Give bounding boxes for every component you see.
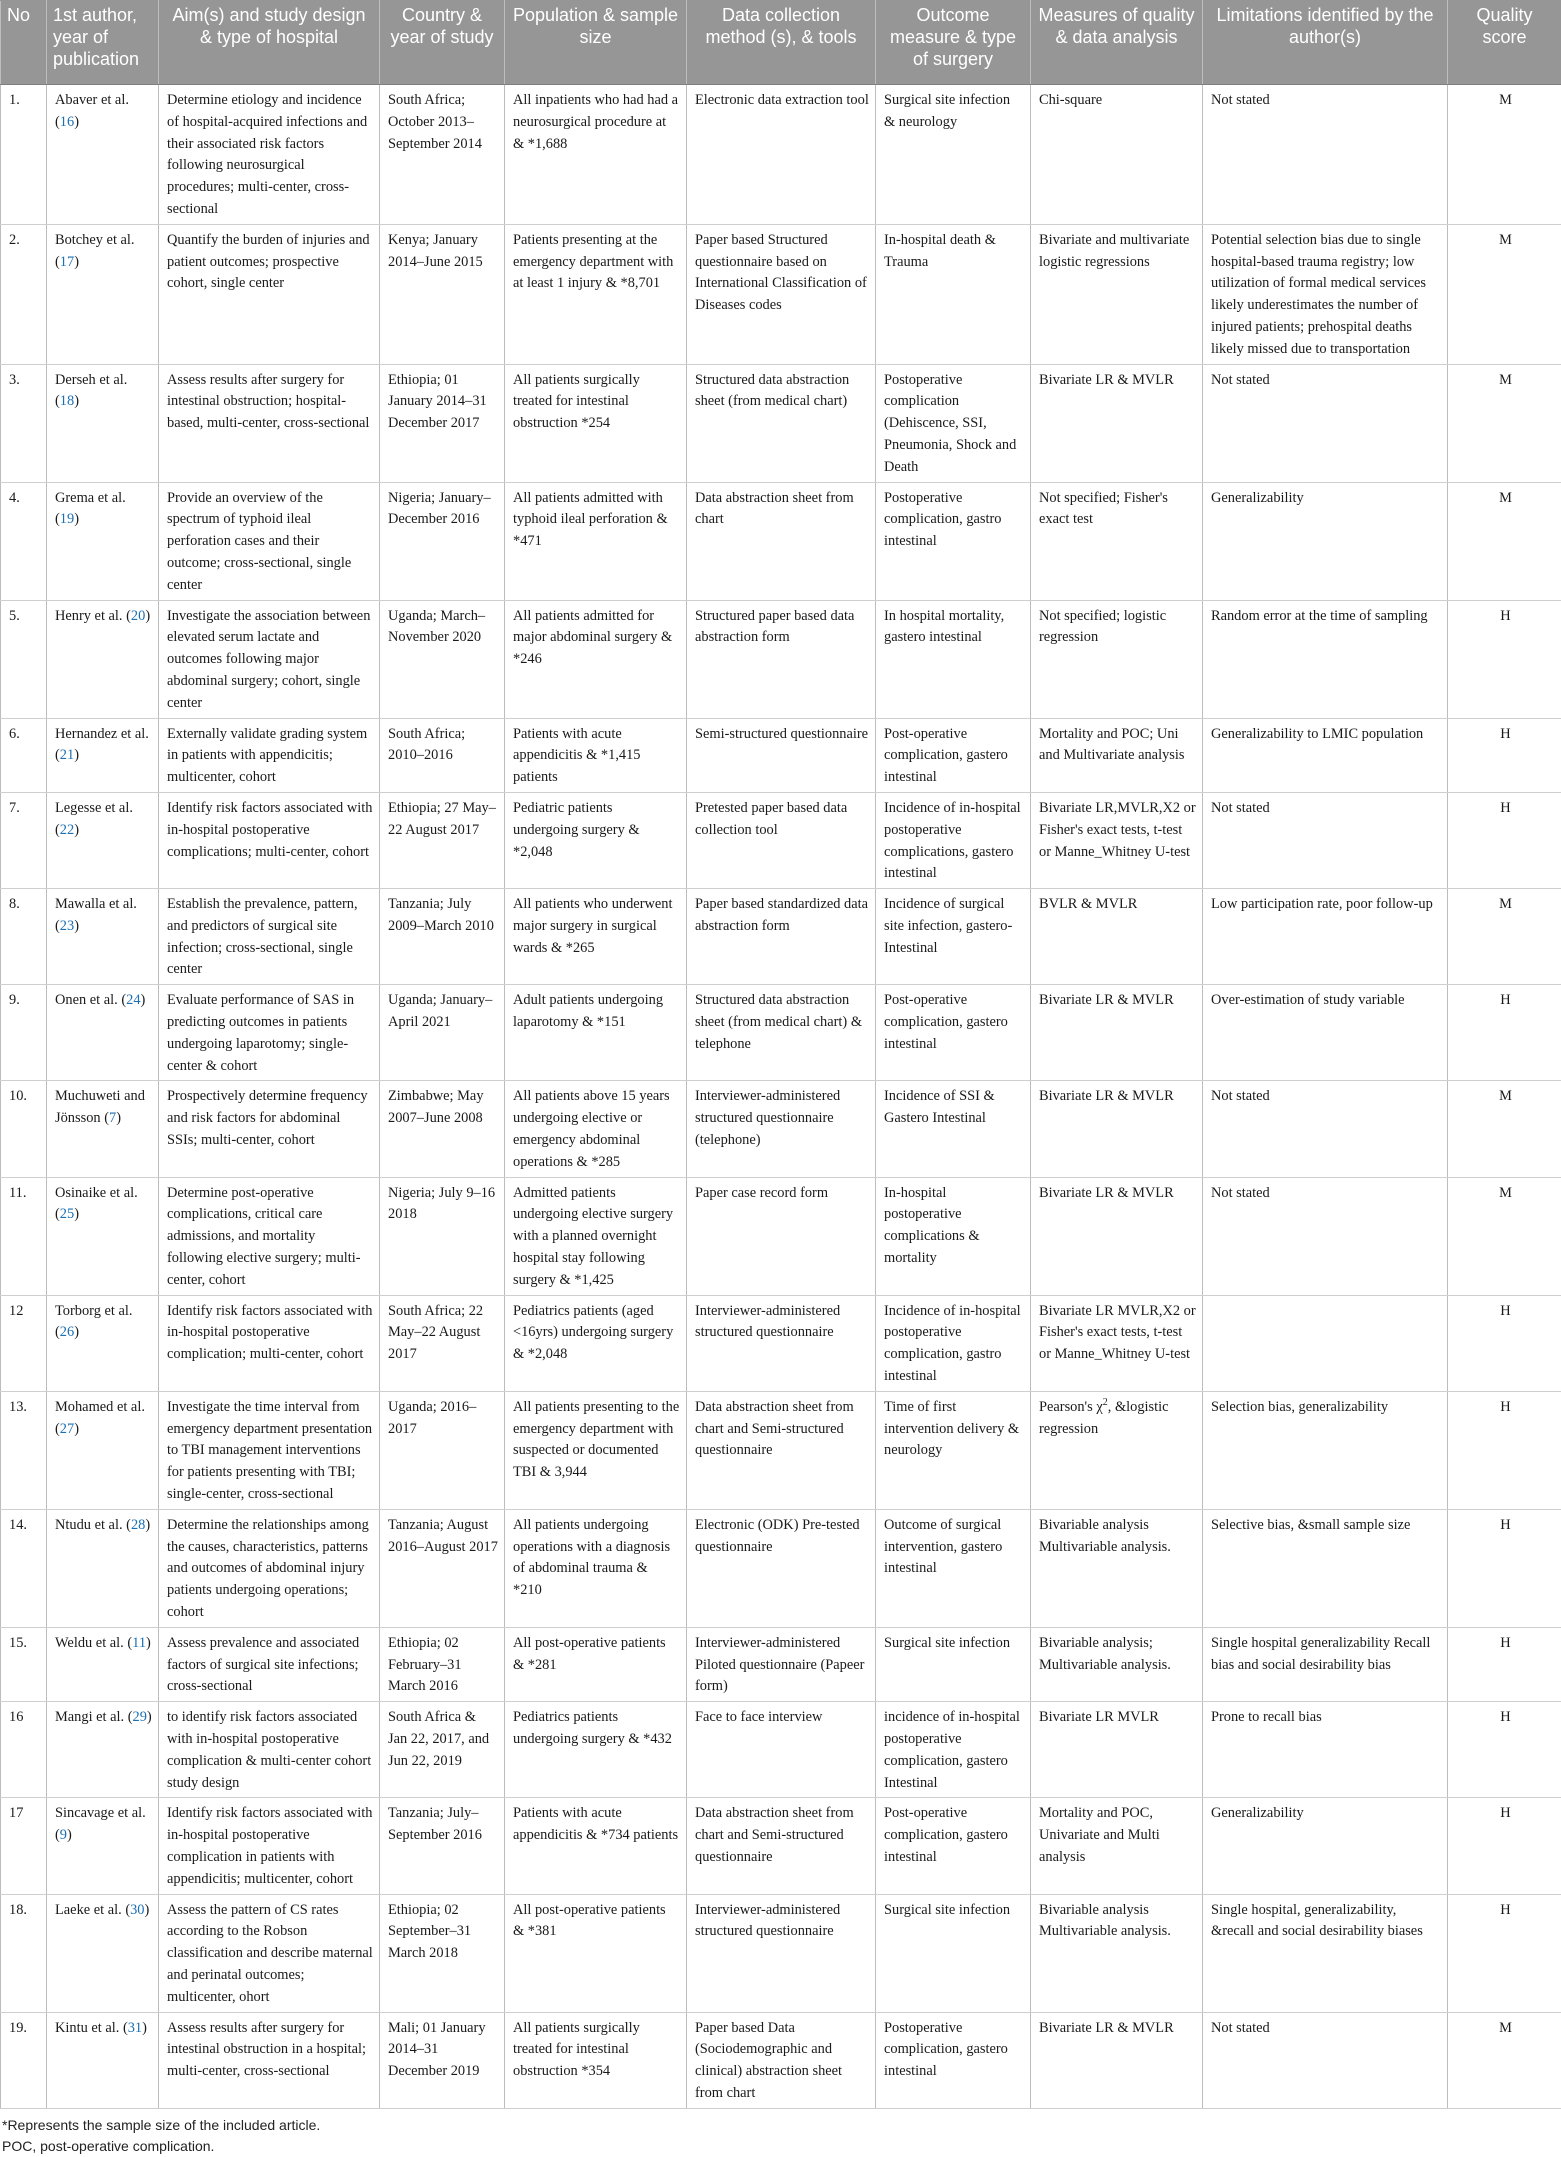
cell-author: Kintu et al. (31) [47, 2012, 159, 2108]
cell-author: Mawalla et al. (23) [47, 889, 159, 985]
cell-country: Uganda; 2016–2017 [380, 1391, 505, 1509]
cell-measures: Bivariate LR MVLR,X2 or Fisher's exact tests, t-test or Manne_Whitney U-test [1031, 1295, 1203, 1391]
cell-measures: Bivariate LR & MVLR [1031, 364, 1203, 482]
cell-outcome: In hospital mortality, gastero intestinal [876, 600, 1031, 718]
cell-country: Ethiopia; 27 May–22 August 2017 [380, 792, 505, 888]
cell-no: 18. [1, 1894, 47, 2012]
cell-measures: Bivariate LR MVLR [1031, 1702, 1203, 1798]
cell-quality-score: M [1448, 364, 1561, 482]
cell-outcome: incidence of in-hospital postoperative complication, gastero Intestinal [876, 1702, 1031, 1798]
cell-quality-score: H [1448, 1798, 1561, 1894]
reference-link[interactable]: 9 [60, 1827, 67, 1843]
cell-method: Paper based standardized data abstraction form [687, 889, 876, 985]
cell-no: 6. [1, 718, 47, 792]
reference-link[interactable]: 31 [128, 2020, 142, 2036]
table-row [1, 1798, 1561, 1894]
cell-method: Data abstraction sheet from chart and Semi-structured questionnaire [687, 1798, 876, 1894]
cell-limitations: Random error at the time of sampling [1203, 600, 1448, 718]
cell-author: Weldu et al. (11) [47, 1627, 159, 1701]
reference-link[interactable]: 21 [60, 747, 74, 763]
cell-aim: Assess prevalence and associated factors of surgical site infections; cross-sectional [159, 1627, 380, 1701]
cell-population: All patients undergoing operations with a diagnosis of abdominal trauma & *210 [505, 1509, 687, 1627]
cell-country: Ethiopia; 02 February–31 March 2016 [380, 1627, 505, 1701]
cell-author: Botchey et al. (17) [47, 224, 159, 364]
cell-author: Osinaike et al. (25) [47, 1177, 159, 1295]
cell-country: South Africa; 22 May–22 August 2017 [380, 1295, 505, 1391]
reference-link[interactable]: 28 [131, 1517, 145, 1533]
cell-limitations: Not stated [1203, 792, 1448, 888]
cell-no: 3. [1, 364, 47, 482]
author-name: Botchey et al. [55, 232, 135, 248]
header-author: 1st author, year of publication [47, 1, 159, 85]
cell-method: Paper based Structured questionnaire based on International Classification of Diseases codes [687, 224, 876, 364]
cell-population: Pediatrics patients undergoing surgery & *432 [505, 1702, 687, 1798]
cell-aim: Assess results after surgery for intestinal obstruction; hospital-based, multi-center, cross-sectional [159, 364, 380, 482]
cell-limitations: Prone to recall bias [1203, 1702, 1448, 1798]
table-row [1, 792, 1561, 888]
cell-limitations: Potential selection bias due to single hospital-based trauma registry; low utilization of formal medical services likely underestimates the number of injured patients; prehospital deaths likely missed due to transportation [1203, 224, 1448, 364]
cell-population: All post-operative patients & *381 [505, 1894, 687, 2012]
table-row [1, 482, 1561, 600]
header-measures: Measures of quality & data analysis [1031, 1, 1203, 85]
cell-country: Zimbabwe; May 2007–June 2008 [380, 1081, 505, 1177]
author-name: Hernandez et al. [55, 726, 149, 742]
table-row [1, 1627, 1561, 1701]
cell-population: All patients admitted for major abdominal surgery & *246 [505, 600, 687, 718]
table-row [1, 85, 1561, 225]
cell-aim: Investigate the time interval from emergency department presentation to TBI management interventions for patients presenting with TBI; single-center, cross-sectional [159, 1391, 380, 1509]
cell-quality-score: H [1448, 1627, 1561, 1701]
reference-link[interactable]: 7 [109, 1110, 116, 1126]
cell-aim: Identify risk factors associated with in-hospital postoperative complication in patients with appendicitis; multicenter, cohort [159, 1798, 380, 1894]
cell-no: 2. [1, 224, 47, 364]
cell-quality-score: M [1448, 482, 1561, 600]
cell-population: All patients above 15 years undergoing elective or emergency abdominal operations & *285 [505, 1081, 687, 1177]
author-name: Derseh et al. [55, 372, 127, 388]
cell-aim: Assess the pattern of CS rates according to the Robson classification and describe maternal and perinatal outcomes; multicenter, ohort [159, 1894, 380, 2012]
cell-no: 12 [1, 1295, 47, 1391]
table-row [1, 1295, 1561, 1391]
cell-limitations: Generalizability to LMIC population [1203, 718, 1448, 792]
cell-population: Patients with acute appendicitis & *734 patients [505, 1798, 687, 1894]
cell-author: Mangi et al. (29) [47, 1702, 159, 1798]
table-row [1, 1894, 1561, 2012]
table-row [1, 1391, 1561, 1509]
table-row [1, 985, 1561, 1081]
cell-no: 10. [1, 1081, 47, 1177]
reference-link[interactable]: 27 [60, 1421, 74, 1437]
cell-aim: Identify risk factors associated with in-hospital postoperative complication; multi-center, cohort [159, 1295, 380, 1391]
cell-quality-score: H [1448, 1894, 1561, 2012]
cell-no: 11. [1, 1177, 47, 1295]
cell-aim: Quantify the burden of injuries and patient outcomes; prospective cohort, single center [159, 224, 380, 364]
cell-quality-score: M [1448, 224, 1561, 364]
cell-no: 5. [1, 600, 47, 718]
cell-author: Sincavage et al. (9) [47, 1798, 159, 1894]
cell-method: Paper case record form [687, 1177, 876, 1295]
cell-measures: Bivariate and multivariate logistic regressions [1031, 224, 1203, 364]
cell-measures: Bivariate LR & MVLR [1031, 1081, 1203, 1177]
cell-measures: Mortality and POC; Uni and Multivariate analysis [1031, 718, 1203, 792]
cell-aim: to identify risk factors associated with in-hospital postoperative complication & multi-center cohort study design [159, 1702, 380, 1798]
reference-link[interactable]: 26 [60, 1324, 74, 1340]
cell-aim: Determine etiology and incidence of hospital-acquired infections and their associated risk factors following neurosurgical procedures; multi-center, cross-sectional [159, 85, 380, 225]
cell-author: Muchuweti and Jönsson (7) [47, 1081, 159, 1177]
cell-measures: Chi-square [1031, 85, 1203, 225]
header-aim: Aim(s) and study design & type of hospital [159, 1, 380, 85]
cell-limitations: Generalizability [1203, 482, 1448, 600]
cell-measures: Pearson's $\chi^2$, &logistic regression [1031, 1391, 1203, 1509]
cell-population: All inpatients who had had a neurosurgical procedure at & *1,688 [505, 85, 687, 225]
cell-no: 7. [1, 792, 47, 888]
author-name: Osinaike et al. [55, 1185, 138, 1201]
cell-country: South Africa; October 2013–September 2014 [380, 85, 505, 225]
header-limitations: Limitations identified by the author(s) [1203, 1, 1448, 85]
cell-no: 9. [1, 985, 47, 1081]
table-row [1, 224, 1561, 364]
table-row [1, 1702, 1561, 1798]
header-method: Data collection method (s), & tools [687, 1, 876, 85]
reference-link[interactable]: 17 [60, 254, 74, 270]
cell-outcome: Postoperative complication, gastro intestinal [876, 482, 1031, 600]
author-name: Henry et al. [55, 608, 123, 624]
cell-method: Interviewer-administered structured questionnaire (telephone) [687, 1081, 876, 1177]
table-row [1, 364, 1561, 482]
cell-population: All patients admitted with typhoid ileal perforation & *471 [505, 482, 687, 600]
author-name: Muchuweti and Jönsson [55, 1088, 145, 1126]
cell-outcome: Post-operative complication, gastero intestinal [876, 1798, 1031, 1894]
cell-quality-score: H [1448, 792, 1561, 888]
cell-limitations: Single hospital, generalizability, &recall and social desirability biases [1203, 1894, 1448, 2012]
cell-outcome: Incidence of surgical site infection, gastero-Intestinal [876, 889, 1031, 985]
author-name: Sincavage et al. [55, 1805, 146, 1821]
cell-aim: Provide an overview of the spectrum of typhoid ileal perforation cases and their outcome; cross-sectional, single center [159, 482, 380, 600]
cell-author: Laeke et al. (30) [47, 1894, 159, 2012]
cell-population: All post-operative patients & *281 [505, 1627, 687, 1701]
cell-quality-score: H [1448, 985, 1561, 1081]
cell-measures: BVLR & MVLR [1031, 889, 1203, 985]
table-row [1, 600, 1561, 718]
cell-limitations: Not stated [1203, 2012, 1448, 2108]
cell-method: Face to face interview [687, 1702, 876, 1798]
cell-country: Nigeria; January–December 2016 [380, 482, 505, 600]
cell-country: Nigeria; July 9–16 2018 [380, 1177, 505, 1295]
author-name: Mawalla et al. [55, 896, 137, 912]
cell-quality-score: M [1448, 889, 1561, 985]
cell-country: South Africa & Jan 22, 2017, and Jun 22, 2019 [380, 1702, 505, 1798]
cell-aim: Prospectively determine frequency and risk factors for abdominal SSIs; multi-center, cohort [159, 1081, 380, 1177]
cell-country: Tanzania; August 2016–August 2017 [380, 1509, 505, 1627]
cell-quality-score: M [1448, 1081, 1561, 1177]
cell-method: Structured paper based data abstraction form [687, 600, 876, 718]
reference-link[interactable]: 11 [132, 1635, 146, 1651]
table-footnotes [0, 2109, 1561, 2157]
cell-aim: Identify risk factors associated with in-hospital postoperative complications; multi-center, cohort [159, 792, 380, 888]
author-name: Grema et al. [55, 490, 126, 506]
cell-measures: Not specified; logistic regression [1031, 600, 1203, 718]
author-name: Laeke et al. [55, 1902, 122, 1918]
cell-method: Interviewer-administered structured questionnaire [687, 1894, 876, 2012]
cell-measures: Bivariate LR,MVLR,X2 or Fisher's exact tests, t-test or Manne_Whitney U-test [1031, 792, 1203, 888]
table-row [1, 1081, 1561, 1177]
author-name: Mangi et al. [55, 1709, 124, 1725]
cell-method: Data abstraction sheet from chart and Semi-structured questionnaire [687, 1391, 876, 1509]
cell-limitations: Selective bias, &small sample size [1203, 1509, 1448, 1627]
cell-outcome: Incidence of in-hospital postoperative complications, gastero intestinal [876, 792, 1031, 888]
cell-limitations: Not stated [1203, 85, 1448, 225]
footnote-sample-size: *Represents the sample size of the included article. [2, 2115, 1561, 2136]
cell-limitations [1203, 1295, 1448, 1391]
cell-method: Electronic (ODK) Pre-tested questionnaire [687, 1509, 876, 1627]
cell-population: Admitted patients undergoing elective surgery with a planned overnight hospital stay following surgery & *1,425 [505, 1177, 687, 1295]
author-name: Onen et al. [55, 992, 118, 1008]
cell-outcome: Incidence of SSI & Gastero Intestinal [876, 1081, 1031, 1177]
cell-outcome: Post-operative complication, gastero intestinal [876, 985, 1031, 1081]
cell-measures: Bivariate LR & MVLR [1031, 985, 1203, 1081]
cell-measures: Bivariable analysis Multivariable analysis. [1031, 1894, 1203, 2012]
reference-link[interactable]: 16 [60, 114, 74, 130]
cell-method: Structured data abstraction sheet (from medical chart) & telephone [687, 985, 876, 1081]
cell-author: Torborg et al. (26) [47, 1295, 159, 1391]
cell-author: Legesse et al. (22) [47, 792, 159, 888]
cell-population: Adult patients undergoing laparotomy & *151 [505, 985, 687, 1081]
cell-limitations: Not stated [1203, 364, 1448, 482]
reference-link[interactable]: 19 [60, 511, 74, 527]
table-row [1, 718, 1561, 792]
cell-quality-score: M [1448, 1177, 1561, 1295]
table-row [1, 1177, 1561, 1295]
cell-measures: Bivariable analysis; Multivariable analysis. [1031, 1627, 1203, 1701]
cell-no: 19. [1, 2012, 47, 2108]
cell-measures: Bivariate LR & MVLR [1031, 2012, 1203, 2108]
header-population: Population & sample size [505, 1, 687, 85]
cell-country: Mali; 01 January 2014–31 December 2019 [380, 2012, 505, 2108]
cell-aim: Assess results after surgery for intestinal obstruction in a hospital; multi-center, cross-sectional [159, 2012, 380, 2108]
cell-quality-score: H [1448, 1295, 1561, 1391]
cell-aim: Investigate the association between elevated serum lactate and outcomes following major abdominal surgery; cohort, single center [159, 600, 380, 718]
cell-quality-score: H [1448, 600, 1561, 718]
cell-aim: Determine post-operative complications, critical care admissions, and mortality following elective surgery; multi-center, cohort [159, 1177, 380, 1295]
reference-link[interactable]: 18 [60, 393, 74, 409]
author-name: Legesse et al. [55, 800, 133, 816]
cell-country: Tanzania; July–September 2016 [380, 1798, 505, 1894]
cell-method: Pretested paper based data collection tool [687, 792, 876, 888]
cell-aim: Externally validate grading system in patients with appendicitis; multicenter, cohort [159, 718, 380, 792]
cell-aim: Evaluate performance of SAS in predicting outcomes in patients undergoing laparotomy; single-center & cohort [159, 985, 380, 1081]
cell-no: 8. [1, 889, 47, 985]
cell-country: Ethiopia; 01 January 2014–31 December 2017 [380, 364, 505, 482]
author-name: Weldu et al. [55, 1635, 124, 1651]
footnote-poc: POC, post-operative complication. [2, 2136, 1561, 2157]
header-no: No [1, 1, 47, 85]
cell-country: Uganda; January–April 2021 [380, 985, 505, 1081]
cell-quality-score: M [1448, 2012, 1561, 2108]
table-body [1, 85, 1561, 2109]
reference-link[interactable]: 29 [133, 1709, 147, 1725]
table-row [1, 889, 1561, 985]
cell-quality-score: H [1448, 718, 1561, 792]
cell-aim: Determine the relationships among the causes, characteristics, patterns and outcomes of abdominal injury patients undergoing operations; cohort [159, 1509, 380, 1627]
cell-population: Pediatrics patients (aged <16yrs) undergoing surgery & *2,048 [505, 1295, 687, 1391]
cell-population: All patients surgically treated for intestinal obstruction *254 [505, 364, 687, 482]
cell-method: Interviewer-administered structured questionnaire [687, 1295, 876, 1391]
reference-link[interactable]: 23 [60, 918, 74, 934]
cell-measures: Mortality and POC, Univariate and Multi analysis [1031, 1798, 1203, 1894]
cell-author: Onen et al. (24) [47, 985, 159, 1081]
author-name: Torborg et al. [55, 1303, 132, 1319]
cell-no: 13. [1, 1391, 47, 1509]
reference-link[interactable]: 25 [60, 1206, 74, 1222]
reference-link[interactable]: 20 [131, 608, 145, 624]
table-row [1, 1509, 1561, 1627]
cell-method: Electronic data extraction tool [687, 85, 876, 225]
cell-country: Tanzania; July 2009–March 2010 [380, 889, 505, 985]
reference-link[interactable]: 24 [126, 992, 140, 1008]
cell-no: 15. [1, 1627, 47, 1701]
cell-limitations: Single hospital generalizability Recall bias and social desirability bias [1203, 1627, 1448, 1701]
cell-author: Hernandez et al. (21) [47, 718, 159, 792]
cell-country: Ethiopia; 02 September–31 March 2018 [380, 1894, 505, 2012]
cell-outcome: Postoperative complication, gastero intestinal [876, 2012, 1031, 2108]
cell-limitations: Selection bias, generalizability [1203, 1391, 1448, 1509]
cell-outcome: Outcome of surgical intervention, gastero intestinal [876, 1509, 1031, 1627]
header-country: Country & year of study [380, 1, 505, 85]
cell-outcome: Postoperative complication (Dehiscence, SSI, Pneumonia, Shock and Death [876, 364, 1031, 482]
cell-outcome: Post-operative complication, gastero intestinal [876, 718, 1031, 792]
cell-outcome: Surgical site infection & neurology [876, 85, 1031, 225]
cell-method: Semi-structured questionnaire [687, 718, 876, 792]
cell-limitations: Generalizability [1203, 1798, 1448, 1894]
cell-quality-score: M [1448, 85, 1561, 225]
cell-author: Grema et al. (19) [47, 482, 159, 600]
cell-country: South Africa; 2010–2016 [380, 718, 505, 792]
cell-author: Abaver et al. (16) [47, 85, 159, 225]
cell-aim: Establish the prevalence, pattern, and predictors of surgical site infection; cross-sectional, single center [159, 889, 380, 985]
table-header [1, 1, 1561, 85]
author-name: Ntudu et al. [55, 1517, 123, 1533]
cell-outcome: In-hospital death & Trauma [876, 224, 1031, 364]
cell-method: Data abstraction sheet from chart [687, 482, 876, 600]
cell-no: 1. [1, 85, 47, 225]
cell-quality-score: H [1448, 1702, 1561, 1798]
cell-limitations: Not stated [1203, 1081, 1448, 1177]
cell-measures: Bivariable analysis Multivariable analysis. [1031, 1509, 1203, 1627]
cell-method: Interviewer-administered Piloted questionnaire (Papeer form) [687, 1627, 876, 1701]
cell-population: All patients presenting to the emergency department with suspected or documented TBI & 3,944 [505, 1391, 687, 1509]
cell-limitations: Not stated [1203, 1177, 1448, 1295]
cell-quality-score: H [1448, 1509, 1561, 1627]
table-row [1, 2012, 1561, 2108]
header-quality-score: Quality score [1448, 1, 1561, 85]
cell-population: Pediatric patients undergoing surgery & *2,048 [505, 792, 687, 888]
cell-population: Patients presenting at the emergency department with at least 1 injury & *8,701 [505, 224, 687, 364]
header-outcome: Outcome measure & type of surgery [876, 1, 1031, 85]
cell-no: 17 [1, 1798, 47, 1894]
cell-population: All patients surgically treated for intestinal obstruction *354 [505, 2012, 687, 2108]
author-name: Abaver et al. [55, 92, 129, 108]
cell-measures: Not specified; Fisher's exact test [1031, 482, 1203, 600]
cell-limitations: Low participation rate, poor follow-up [1203, 889, 1448, 985]
cell-country: Kenya; January 2014–June 2015 [380, 224, 505, 364]
cell-population: Patients with acute appendicitis & *1,415 patients [505, 718, 687, 792]
author-name: Mohamed et al. [55, 1399, 145, 1415]
cell-outcome: Surgical site infection [876, 1894, 1031, 2012]
cell-outcome: Time of first intervention delivery & neurology [876, 1391, 1031, 1509]
cell-author: Henry et al. (20) [47, 600, 159, 718]
cell-measures: Bivariate LR & MVLR [1031, 1177, 1203, 1295]
author-name: Kintu et al. [55, 2020, 119, 2036]
cell-outcome: Surgical site infection [876, 1627, 1031, 1701]
cell-author: Derseh et al. (18) [47, 364, 159, 482]
cell-author: Ntudu et al. (28) [47, 1509, 159, 1627]
cell-outcome: Incidence of in-hospital postoperative complication, gastro intestinal [876, 1295, 1031, 1391]
cell-population: All patients who underwent major surgery in surgical wards & *265 [505, 889, 687, 985]
cell-method: Structured data abstraction sheet (from medical chart) [687, 364, 876, 482]
cell-author: Mohamed et al. (27) [47, 1391, 159, 1509]
cell-outcome: In-hospital postoperative complications & mortality [876, 1177, 1031, 1295]
reference-link[interactable]: 30 [130, 1902, 144, 1918]
cell-country: Uganda; March–November 2020 [380, 600, 505, 718]
cell-no: 4. [1, 482, 47, 600]
cell-limitations: Over-estimation of study variable [1203, 985, 1448, 1081]
cell-no: 14. [1, 1509, 47, 1627]
cell-quality-score: H [1448, 1391, 1561, 1509]
cell-method: Paper based Data (Sociodemographic and clinical) abstraction sheet from chart [687, 2012, 876, 2108]
cell-no: 16 [1, 1702, 47, 1798]
reference-link[interactable]: 22 [60, 822, 74, 838]
